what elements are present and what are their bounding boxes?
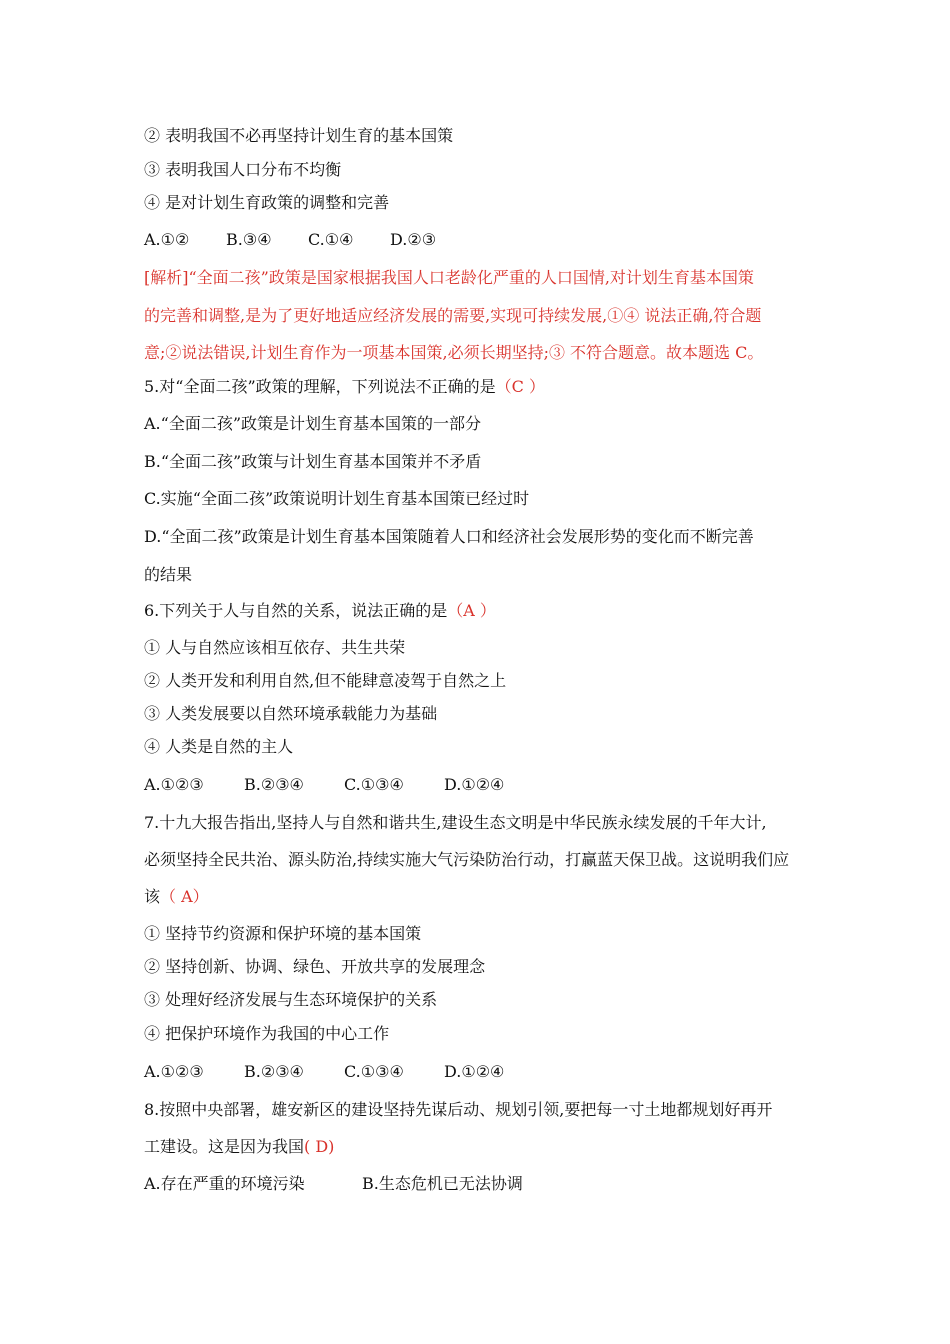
q7-item-1: ① 坚持节约资源和保护环境的基本国策 [144,924,422,943]
q5-option-c: C.实施“全面二孩”政策说明计划生育基本国策已经过时 [144,489,530,508]
q5-option-a: A.“全面二孩”政策是计划生育基本国策的一部分 [144,414,482,433]
q4-analysis-line-3: 意;②说法错误,计划生育作为一项基本国策,必须长期坚持;③ 不符合题意。故本题选 C。 [144,343,764,362]
q7-stem-text: 该 [144,887,161,906]
q8-stem-line-1: 8.按照中央部署，雄安新区的建设坚持先谋后动、规划引领,要把每一寸土地都规划好再开 [144,1100,773,1119]
q4-options [144,229,824,251]
q6-option-c: C.①③④ [344,775,404,794]
q8-option-a: A.存在严重的环境污染 [144,1174,305,1193]
q5-stem-text: 5.对“全面二孩”政策的理解，下列说法不正确的是 [144,377,496,396]
q6-options [144,774,824,796]
q4-item-2: ② 表明我国不必再坚持计划生育的基本国策 [144,126,454,145]
q4-analysis-line-2: 的完善和调整,是为了更好地适应经济发展的需要,实现可持续发展,①④ 说法正确,符合题 [144,306,762,325]
q6-stem-text: 6.下列关于人与自然的关系，说法正确的是 [144,601,448,620]
q8-stem-line-2 [144,1136,824,1158]
q5-option-b: B.“全面二孩”政策与计划生育基本国策并不矛盾 [144,452,482,471]
q6-stem [144,600,824,622]
q4-analysis-line-1: [解析]“全面二孩”政策是国家根据我国人口老龄化严重的人口国情,对计划生育基本国策 [144,268,754,287]
q4-item-3: ③ 表明我国人口分布不均衡 [144,160,342,179]
q8-answer: ( D) [304,1137,335,1156]
q7-option-d: D.①②④ [444,1062,505,1081]
q5-stem [144,376,824,398]
q5-option-d-line-1: D.“全面二孩”政策是计划生育基本国策随着人口和经济社会发展形势的变化而不断完善 [144,527,754,546]
q6-option-a: A.①②③ [144,775,204,794]
q7-item-4: ④ 把保护环境作为我国的中心工作 [144,1024,390,1043]
q6-item-4: ④ 人类是自然的主人 [144,737,294,756]
q6-item-3: ③ 人类发展要以自然环境承载能力为基础 [144,704,438,723]
q7-stem-line-3 [144,886,824,908]
q5-option-d-line-2: 的结果 [144,565,193,584]
q7-option-b: B.②③④ [244,1062,304,1081]
q6-option-b: B.②③④ [244,775,304,794]
q4-option-c: C.①④ [308,230,354,249]
q8-stem-text: 工建设。这是因为我国 [144,1137,305,1156]
q7-item-2: ② 坚持创新、协调、绿色、开放共享的发展理念 [144,957,486,976]
q8-option-b: B.生态危机已无法协调 [362,1174,523,1193]
q4-option-b: B.③④ [226,230,272,249]
q4-option-a: A.①② [144,230,190,249]
q7-answer: （ A） [160,887,209,906]
q4-item-4: ④ 是对计划生育政策的调整和完善 [144,193,390,212]
q6-item-2: ② 人类开发和利用自然,但不能肆意凌驾于自然之上 [144,671,507,690]
q4-option-d: D.②③ [390,230,437,249]
q7-options [144,1061,824,1083]
q7-option-a: A.①②③ [144,1062,204,1081]
q5-answer: （C ） [495,377,545,396]
q6-answer: （A ） [447,601,496,620]
q7-option-c: C.①③④ [344,1062,404,1081]
q7-stem-line-1: 7.十九大报告指出,坚持人与自然和谐共生,建设生态文明是中华民族永续发展的千年大计, [144,813,767,832]
q7-item-3: ③ 处理好经济发展与生态环境保护的关系 [144,990,438,1009]
q7-stem-line-2: 必须坚持全民共治、源头防治,持续实施大气污染防治行动，打赢蓝天保卫战。这说明我们应 [144,850,790,869]
q6-option-d: D.①②④ [444,775,505,794]
q8-options [144,1173,824,1195]
q6-item-1: ① 人与自然应该相互依存、共生共荣 [144,638,406,657]
